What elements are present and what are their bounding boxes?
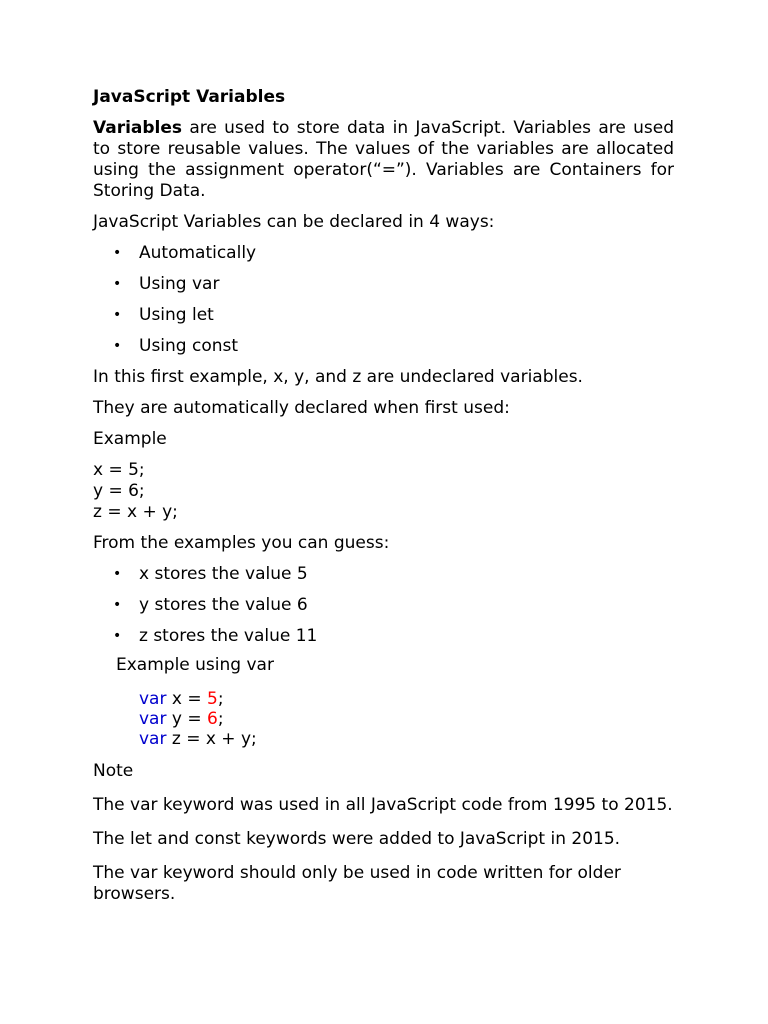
var-example-label: Example using var — [116, 655, 274, 675]
bullet-icon: • — [113, 628, 122, 644]
auto-declared-text: They are automatically declared when first used: — [93, 398, 510, 418]
bullet-icon: • — [113, 245, 122, 261]
code-line: var z = x + y; — [139, 729, 257, 749]
list-item: • Using var — [113, 274, 220, 294]
bullet-icon: • — [113, 276, 122, 292]
code-number: 5 — [207, 689, 218, 709]
intro-text: are used to store data in JavaScript. Variables are used to store reusable values. The values of the variables are allocated using the assignment operator(“=”). Variables are Containers for Storing Data. — [93, 118, 674, 201]
bullet-icon: • — [113, 307, 122, 323]
example-label: Example — [93, 429, 167, 449]
ways-list — [93, 243, 674, 357]
guess-list — [93, 564, 674, 647]
code-line: var y = 6; — [139, 709, 224, 729]
document-page — [93, 86, 674, 915]
note-paragraph-3: The var keyword should only be used in code written for older browsers. — [93, 863, 621, 904]
ways-heading: JavaScript Variables can be declared in 4 ways: — [93, 212, 495, 232]
list-item: • Using let — [113, 305, 214, 325]
code-line: y = 6; — [93, 481, 145, 501]
code-keyword: var — [139, 709, 167, 729]
note-label: Note — [93, 761, 134, 781]
bullet-icon: • — [113, 597, 122, 613]
code-keyword: var — [139, 729, 167, 749]
note-paragraph-1: The var keyword was used in all JavaScript code from 1995 to 2015. — [93, 795, 673, 815]
list-item: • z stores the value 11 — [113, 626, 318, 646]
code-line: x = 5; — [93, 460, 145, 480]
example-code-block — [93, 460, 674, 523]
code-line: z = x + y; — [93, 502, 178, 522]
guess-heading: From the examples you can guess: — [93, 533, 390, 553]
bullet-icon: • — [113, 338, 122, 354]
intro-paragraph — [93, 118, 674, 202]
list-item: • Automatically — [113, 243, 257, 263]
list-item: • x stores the value 5 — [113, 564, 308, 584]
bullet-icon: • — [113, 566, 122, 582]
page-title: JavaScript Variables — [93, 87, 286, 107]
code-line: var x = 5; — [139, 689, 224, 709]
first-example-text: In this first example, x, y, and z are undeclared variables. — [93, 367, 583, 387]
list-item: • y stores the value 6 — [113, 595, 308, 615]
code-number: 6 — [207, 709, 218, 729]
var-code-block — [93, 689, 674, 749]
list-item: • Using const — [113, 336, 239, 356]
intro-bold-word: Variables — [93, 118, 183, 138]
code-keyword: var — [139, 689, 167, 709]
note-paragraph-2: The let and const keywords were added to JavaScript in 2015. — [93, 829, 621, 849]
